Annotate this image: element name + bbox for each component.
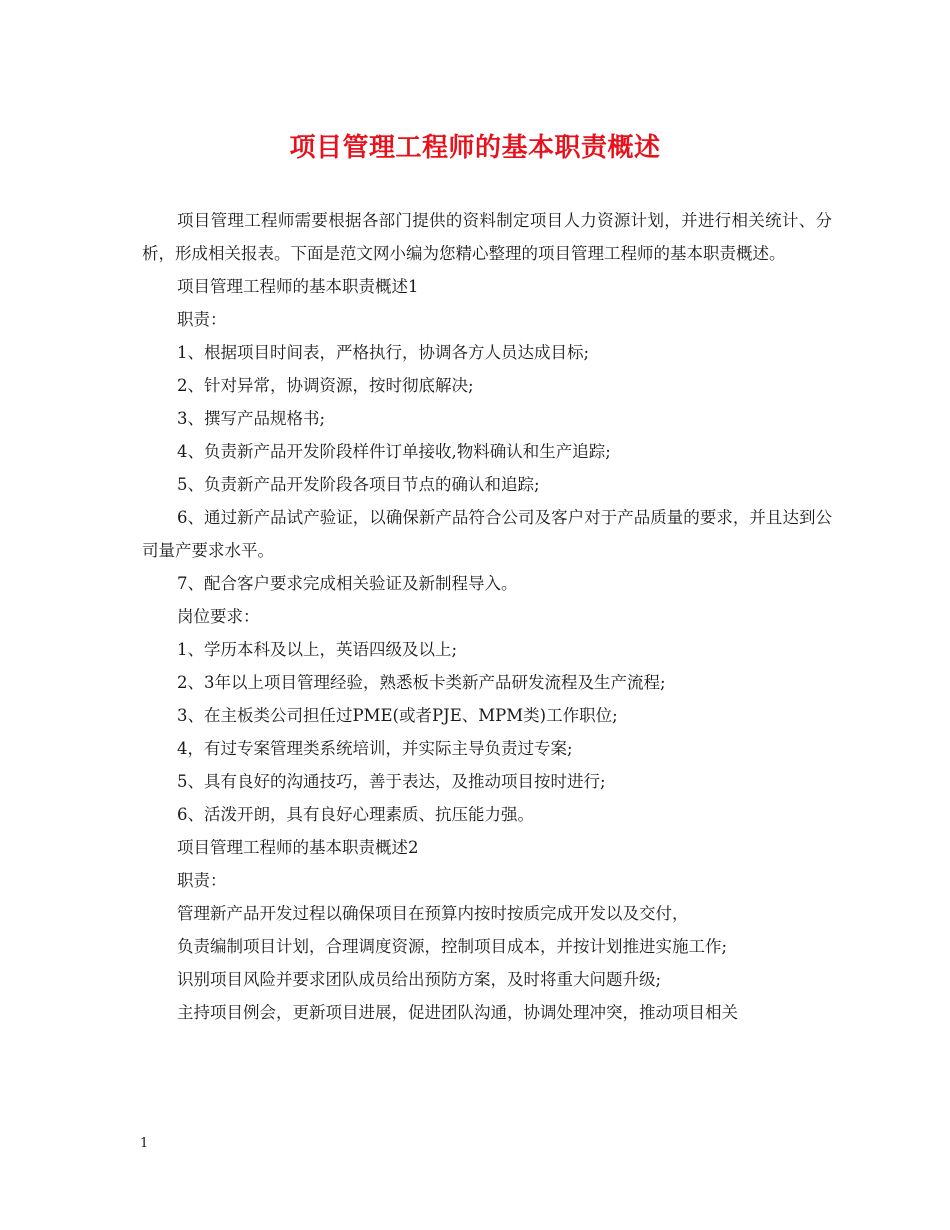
section2-duty-4: 主持项目例会，更新项目进展，促进团队沟通，协调处理冲突，推动项目相关 — [177, 1003, 738, 1022]
page-number: 1 — [140, 1136, 149, 1151]
section1-requirements-label: 岗位要求： — [177, 607, 260, 626]
section1-duty-3: 3、撰写产品规格书; — [177, 409, 326, 428]
section1-duty-5: 5、负责新产品开发阶段各项目节点的确认和追踪; — [177, 475, 540, 494]
section2-duty-3: 识别项目风险并要求团队成员给出预防方案，及时将重大问题升级; — [177, 970, 662, 989]
section1-duty-7: 7、配合客户要求完成相关验证及新制程导入。 — [177, 574, 518, 593]
section1-requirement-2: 2、3年以上项目管理经验，熟悉板卡类新产品研发流程及生产流程; — [177, 673, 666, 692]
section1-requirement-1: 1、学历本科及以上，英语四级及以上; — [177, 640, 458, 659]
document-title: 项目管理工程师的基本职责概述 — [289, 133, 661, 163]
section1-duty-6: 6、通过新产品试产验证，以确保新产品符合公司及客户对于产品质量的要求，并且达到公司量产要求水平。 — [142, 508, 832, 560]
section1-duties-label: 职责： — [177, 310, 227, 329]
section1-requirement-6: 6、活泼开朗，具有良好心理素质、抗压能力强。 — [177, 805, 534, 824]
section1-requirement-3: 3、在主板类公司担任过PME(或者PJE、MPM类)工作职位; — [177, 706, 618, 725]
section1-requirement-5: 5、具有良好的沟通技巧，善于表达，及推动项目按时进行; — [177, 772, 606, 791]
section1-duty-2: 2、针对异常，协调资源，按时彻底解决; — [177, 376, 474, 395]
section2-duty-2: 负责编制项目计划，合理调度资源，控制项目成本，并按计划推进实施工作; — [177, 937, 728, 956]
section2-duty-1: 管理新产品开发过程以确保项目在预算内按时按质完成开发以及交付， — [177, 904, 689, 923]
section1-duty-4: 4、负责新产品开发阶段样件订单接收,物料确认和生产追踪; — [177, 442, 611, 461]
section2-heading: 项目管理工程师的基本职责概述2 — [177, 838, 419, 857]
section1-duty-1: 1、根据项目时间表，严格执行，协调各方人员达成目标; — [177, 343, 590, 362]
section1-requirement-4: 4，有过专案管理类系统培训，并实际主导负责过专案; — [177, 739, 573, 758]
intro-paragraph: 项目管理工程师需要根据各部门提供的资料制定项目人力资源计划，并进行相关统计、分析，形成相关报表。下面是范文网小编为您精心整理的项目管理工程师的基本职责概述。 — [142, 211, 832, 263]
section2-duties-label: 职责： — [177, 871, 227, 890]
section1-heading: 项目管理工程师的基本职责概述1 — [177, 277, 419, 296]
document-body — [142, 204, 832, 1029]
